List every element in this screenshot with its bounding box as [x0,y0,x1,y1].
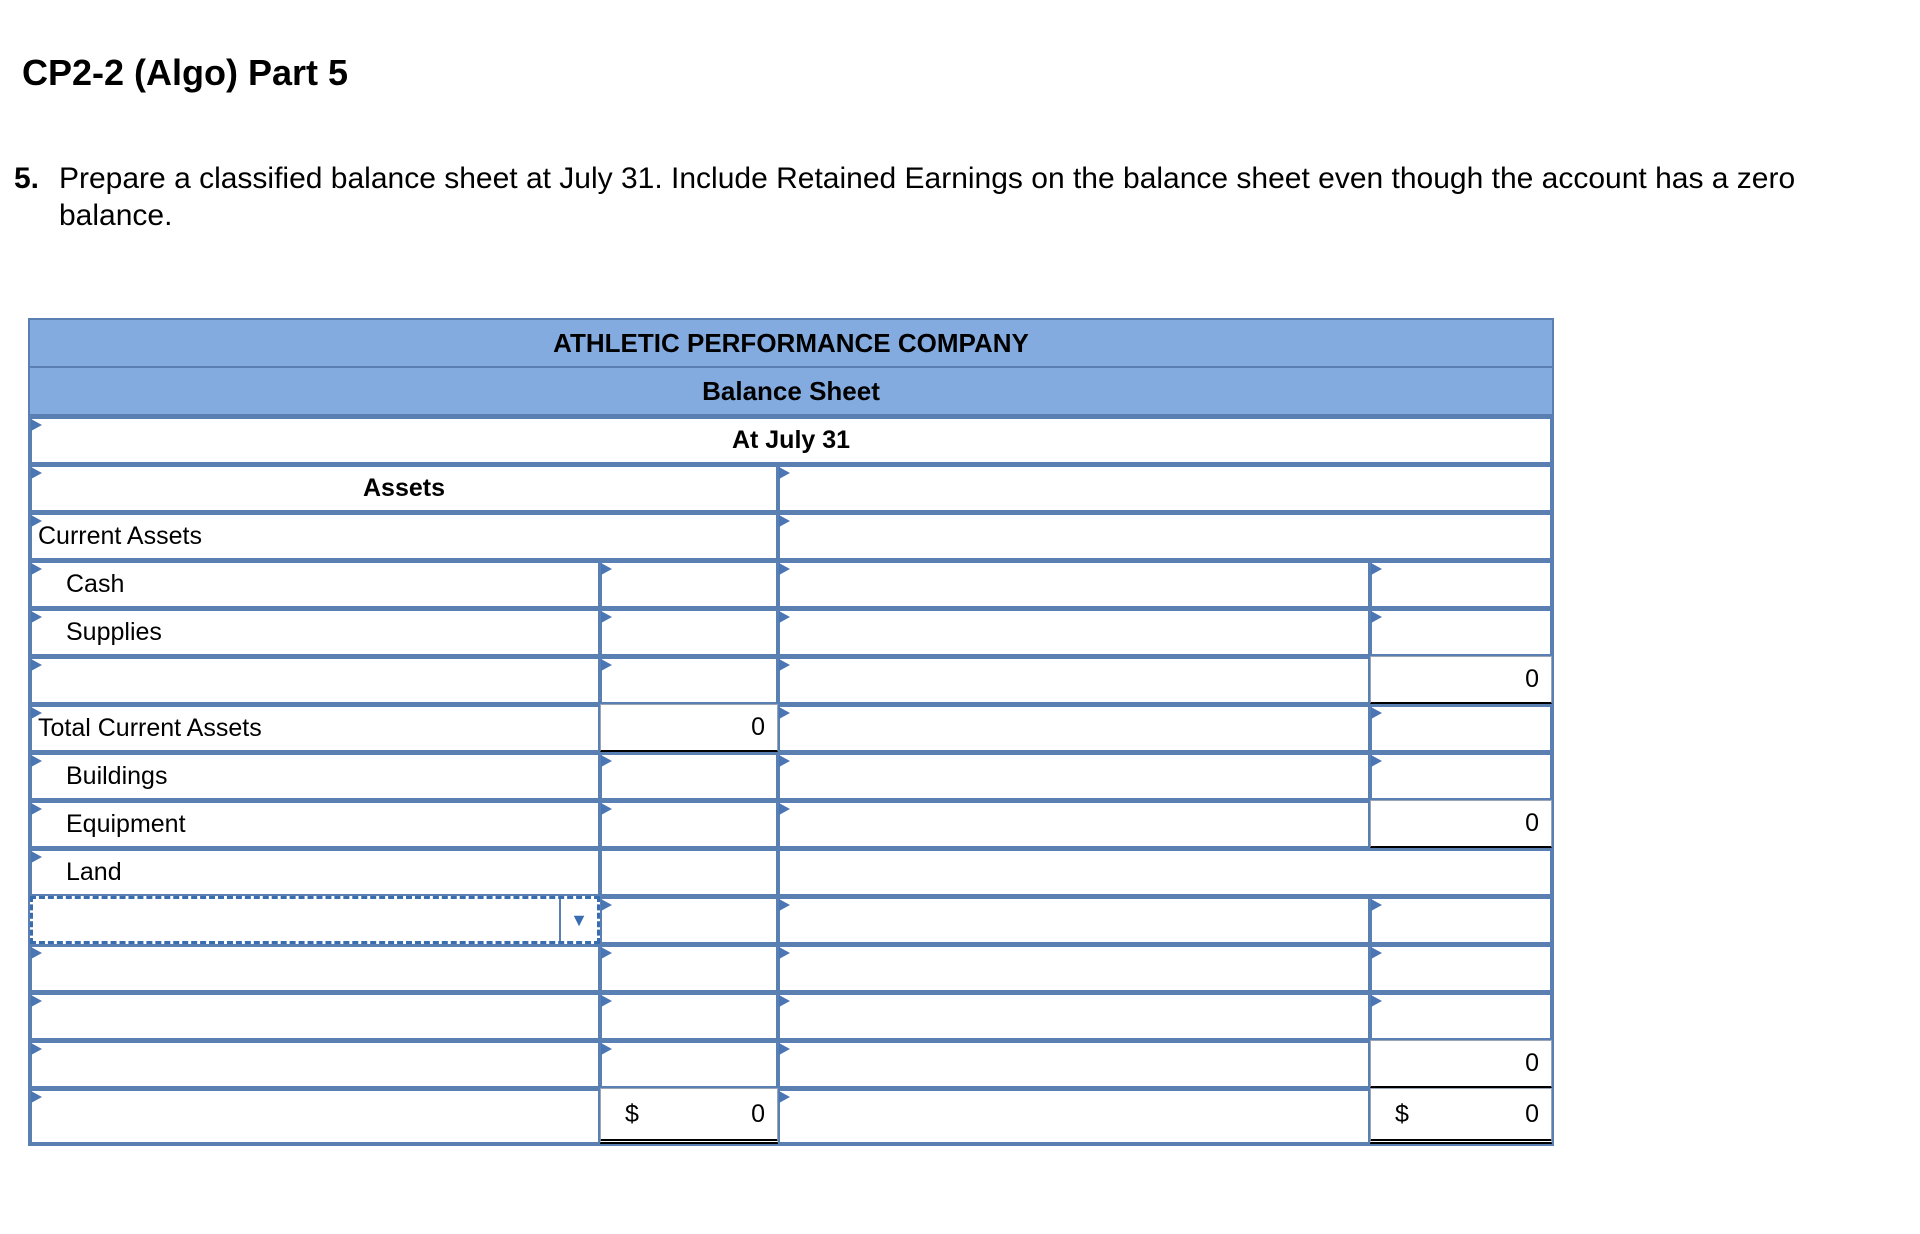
table-row [30,704,1552,752]
table-row [30,992,1552,1040]
amount-input[interactable] [600,944,778,992]
label-input[interactable] [778,992,1370,1040]
label-current-assets[interactable]: Current Assets [30,512,778,560]
company-name: ATHLETIC PERFORMANCE COMPANY [30,320,1552,368]
amount-input[interactable] [1370,704,1552,752]
amount-input[interactable] [778,848,1552,896]
amount-input[interactable] [1370,608,1552,656]
table-row [30,752,1552,800]
label-input[interactable] [30,992,600,1040]
subtotal-value: 0 [1370,656,1552,704]
total-amount: 0 [751,1099,765,1128]
table-row [30,944,1552,992]
table-row [30,1088,1552,1144]
label-input[interactable] [778,800,1370,848]
table-row [30,464,1552,512]
label-input[interactable] [30,1040,600,1088]
table-row [30,656,1552,704]
currency-symbol: $ [1395,1099,1409,1128]
amount-input[interactable] [1370,944,1552,992]
table-row [30,1040,1552,1088]
total-amount: 0 [1525,1099,1539,1128]
amount-input[interactable] [600,560,778,608]
page-title: CP2-2 (Algo) Part 5 [22,52,349,93]
amount-input[interactable] [1370,992,1552,1040]
amount-input[interactable] [600,752,778,800]
label-input[interactable] [30,944,600,992]
label-total-current-assets[interactable]: Total Current Assets [30,704,600,752]
amount-input[interactable] [600,848,778,896]
label-input[interactable] [30,656,600,704]
question-number: 5. [14,162,40,195]
label-input[interactable] [778,656,1370,704]
amount-input[interactable] [600,992,778,1040]
balance-sheet-table [28,318,1554,1146]
heading-input[interactable] [778,464,1552,512]
table-row [30,896,1552,944]
question [14,160,1894,234]
section-heading[interactable]: Assets [30,464,778,512]
amount-input[interactable] [1370,896,1552,944]
table-row [30,560,1552,608]
table-row [30,848,1552,896]
chevron-down-icon[interactable]: ▼ [559,899,597,941]
table-row [30,512,1552,560]
amount-input[interactable] [1370,560,1552,608]
label-input[interactable] [778,704,1370,752]
equipment-total-value: 0 [1370,800,1552,848]
total-current-assets-value: 0 [600,704,778,752]
date-cell[interactable]: At July 31 [30,416,1552,464]
table-row [30,608,1552,656]
table-row [30,416,1552,464]
amount-input[interactable] [600,896,778,944]
statement-title: Balance Sheet [30,368,1552,416]
label-input[interactable] [778,1088,1370,1144]
label-input[interactable] [778,1040,1370,1088]
account-select[interactable] [30,896,600,944]
label-input[interactable] [778,608,1370,656]
label-input[interactable] [778,752,1370,800]
amount-input[interactable] [600,1040,778,1088]
amount-input[interactable] [600,800,778,848]
label-buildings[interactable]: Buildings [30,752,600,800]
label-cash[interactable]: Cash [30,560,600,608]
subtotal-value: 0 [1370,1040,1552,1088]
label-input[interactable] [778,896,1370,944]
total-value [600,1088,778,1144]
label-equipment[interactable]: Equipment [30,800,600,848]
question-text: Prepare a classified balance sheet at July 31. Include Retained Earnings on the balance sheet even though the account has a zero balance. [59,162,1796,232]
label-input[interactable] [778,560,1370,608]
amount-input[interactable] [600,656,778,704]
amount-input[interactable] [778,512,1552,560]
label-input[interactable] [30,1088,600,1144]
amount-input[interactable] [1370,752,1552,800]
currency-symbol: $ [625,1099,639,1128]
total-value [1370,1088,1552,1144]
label-land[interactable]: Land [30,848,600,896]
amount-input[interactable] [600,608,778,656]
table-row [30,800,1552,848]
label-supplies[interactable]: Supplies [30,608,600,656]
label-input[interactable] [778,944,1370,992]
